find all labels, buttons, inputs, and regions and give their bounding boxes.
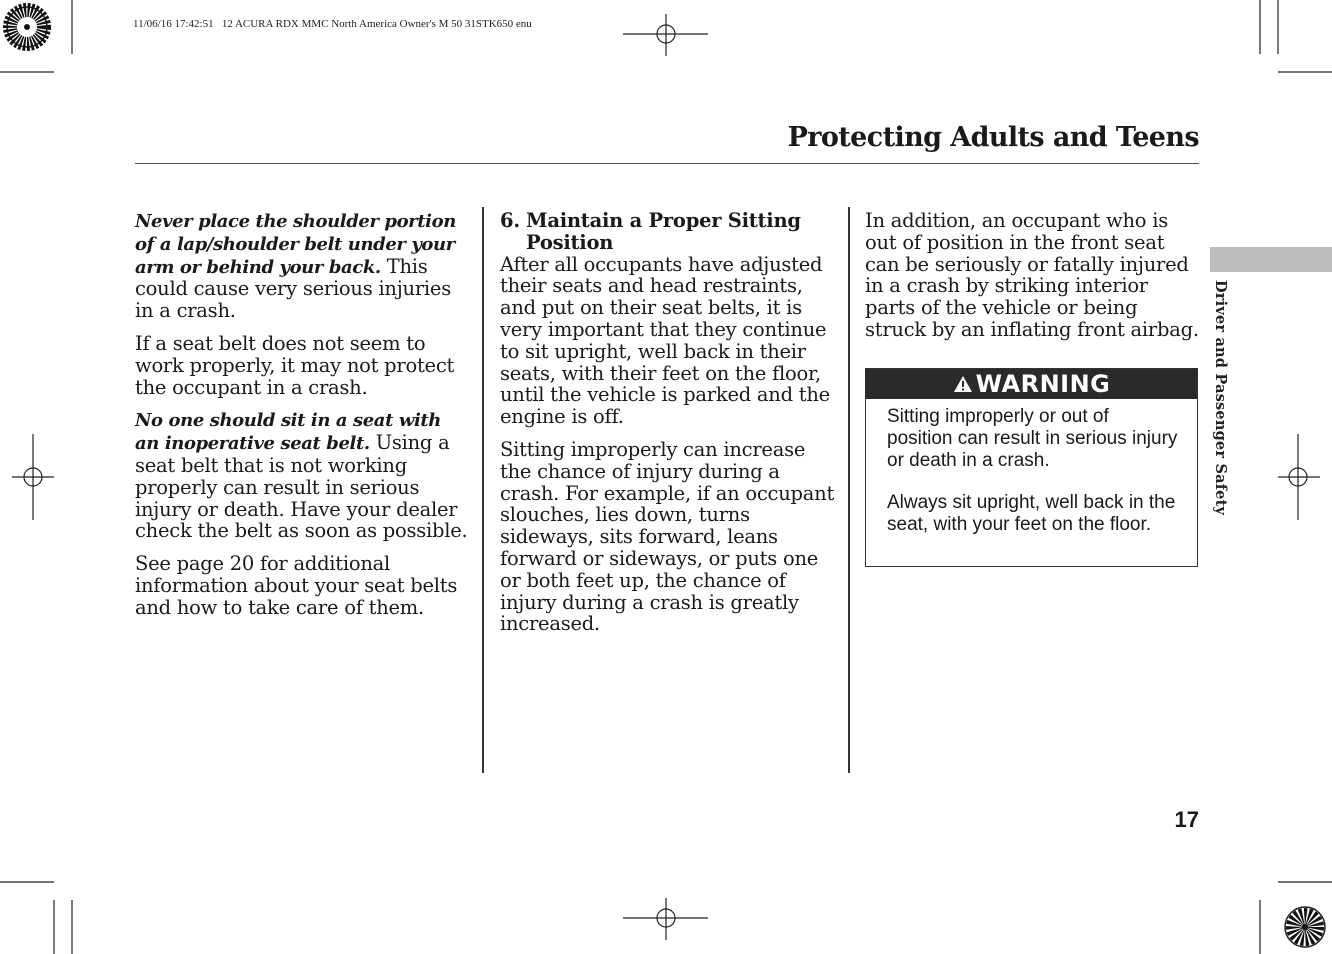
registration-target-left bbox=[12, 434, 54, 520]
column-middle bbox=[500, 210, 840, 646]
warning-triangle-icon bbox=[953, 375, 973, 393]
section-tab-label: Driver and Passenger Safety bbox=[1212, 280, 1229, 516]
page-number: 17 bbox=[1174, 807, 1199, 832]
paragraph-inoperative-belt: No one should sit in a seat with an inoperative seat belt. Using a seat belt that is not working properly can result in serious injury or death. Have your dealer check the belt as soon as possible. bbox=[135, 410, 468, 543]
registration-target-top bbox=[623, 14, 708, 56]
column-right bbox=[865, 210, 1203, 352]
paragraph-sitting-upright: After all occupants have adjusted their seats and head restraints, and put on their seat belts, it is very important that they continue to sit upright, well back in their seats, with their feet on the floor, until the vehicle is parked and the engine is off. bbox=[500, 252, 830, 429]
paragraph-out-of-position: In addition, an occupant who is out of position in the front seat can be seriously or fatally injured in a crash by striking interior parts of the vehicle or being struck by an inflating front airbag. bbox=[865, 209, 1199, 341]
paragraph-see-page: See page 20 for additional information about your seat belts and how to take care of them. bbox=[135, 552, 458, 619]
print-info: 11/06/16 17:42:51 12 ACURA RDX MMC North America Owner's M 50 31STK650 enu bbox=[133, 18, 532, 30]
section-tab bbox=[1210, 247, 1332, 272]
warning-label: WARNING bbox=[975, 370, 1111, 398]
column-divider bbox=[482, 207, 484, 773]
registration-target-right bbox=[1278, 434, 1320, 520]
section-heading: 6. Maintain a Proper Sitting Position bbox=[500, 209, 801, 254]
column-left bbox=[135, 210, 470, 630]
paragraph-belt-not-working: If a seat belt does not seem to work properly, it may not protect the occupant in a crash. bbox=[135, 331, 455, 399]
warning-box bbox=[865, 368, 1198, 567]
warning-body bbox=[866, 399, 1197, 536]
warning-header bbox=[866, 369, 1197, 399]
warning-paragraph: Sitting improperly or out of position can result in serious injury or death in a crash. bbox=[887, 406, 1178, 471]
bold-warning-text: Never place the shoulder portion of a lap/shoulder belt under your arm or behind your back. bbox=[135, 211, 456, 278]
paragraph-sitting-improperly: Sitting improperly can increase the chance of injury during a crash. For example, if an occupant slouches, lies down, turns sideways, sits forward, leans forward or sideways, or puts one or both feet up, the chance of injury during a crash is greatly increased. bbox=[500, 437, 835, 636]
page-title: Protecting Adults and Teens bbox=[787, 122, 1199, 153]
registration-target-bottom bbox=[623, 898, 708, 940]
title-rule bbox=[135, 163, 1199, 164]
column-divider bbox=[848, 207, 850, 773]
starburst-mark-bottom-right bbox=[1285, 907, 1325, 947]
paragraph-shoulder-belt: Never place the shoulder portion of a lap/shoulder belt under your arm or behind your back. This could cause very serious injuries in a crash. bbox=[135, 211, 456, 323]
bold-warning-text: No one should sit in a seat with an inoperative seat belt. bbox=[135, 410, 441, 455]
warning-paragraph: Always sit upright, well back in the seat, with your feet on the floor. bbox=[887, 492, 1176, 535]
starburst-mark-top-left bbox=[7, 7, 47, 47]
